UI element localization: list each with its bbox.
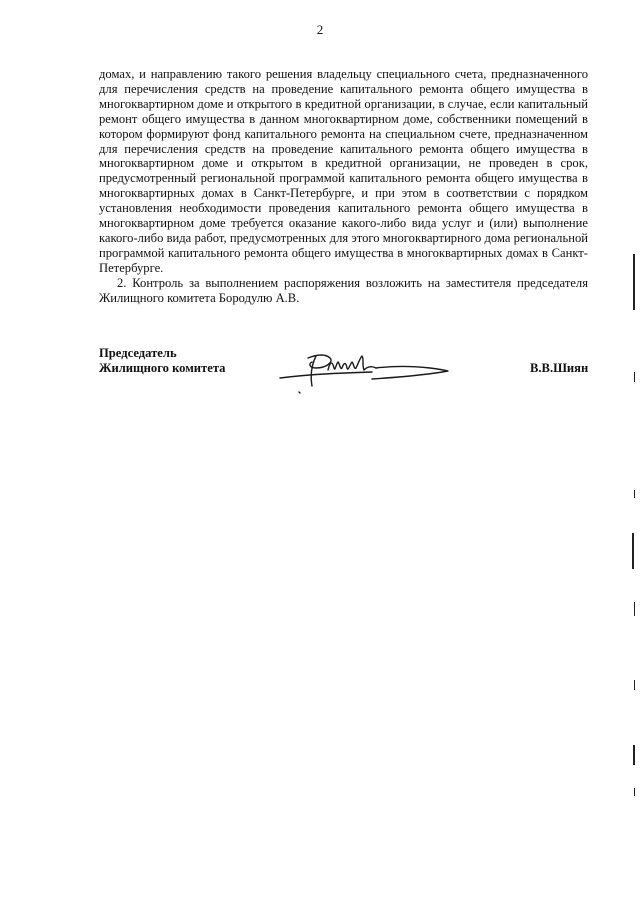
paragraph-control-clause: 2. Контроль за выполнением распоряжения возложить на заместителя председателя Жилищного комитета Бородулю А.В. (99, 275, 588, 305)
scan-edge-mark (634, 680, 635, 690)
handwritten-signature (272, 344, 462, 404)
paragraph-continuation: домах, и направлению такого решения владельцу специального счета, предназначенного для перечисления средств на проведение капитального ремонта общего имущества в многоквартирном доме и открытого в кредитной организации, в случае, если капитальный ремонт общего имущества в данном многоквартирном доме, собственники помещений в котором формируют фонд капитального ремонта на специальном счете, предназначенном для перечисления средств на проведение капитального ремонта общего имущества в многоквартирном доме и открытом в кредитной организации, не проведен в срок, предусмотренный региональной программой капитального ремонта общего имущества в многоквартирных домах в Санкт-Петербурге, и при этом в соответствии с порядком установления необходимости проведения капитального ремонта общего имущества в многоквартирном доме требуется оказание какого-либо вида услуг и (или) выполнение какого-либо вида работ, предусмотренных для этого многоквартирного дома региональной программой капитального ремонта общего имущества в многоквартирных домах в Санкт-Петербурге. (99, 67, 588, 275)
scan-edge-mark (634, 602, 635, 616)
scan-edge-mark (634, 788, 635, 796)
signatory-title-line-1: Председатель (99, 346, 177, 360)
signatory-name: В.В.Шиян (530, 361, 589, 375)
signatory-title (99, 346, 225, 376)
scan-edge-mark (633, 254, 635, 310)
scan-edge-mark (633, 745, 635, 765)
signatory-title-line-2: Жилищного комитета (99, 361, 226, 375)
page-number: 2 (316, 22, 324, 37)
scan-edge-mark (632, 533, 634, 569)
document-body (99, 67, 588, 306)
scan-edge-mark (634, 490, 635, 498)
scan-edge-mark (634, 372, 635, 382)
